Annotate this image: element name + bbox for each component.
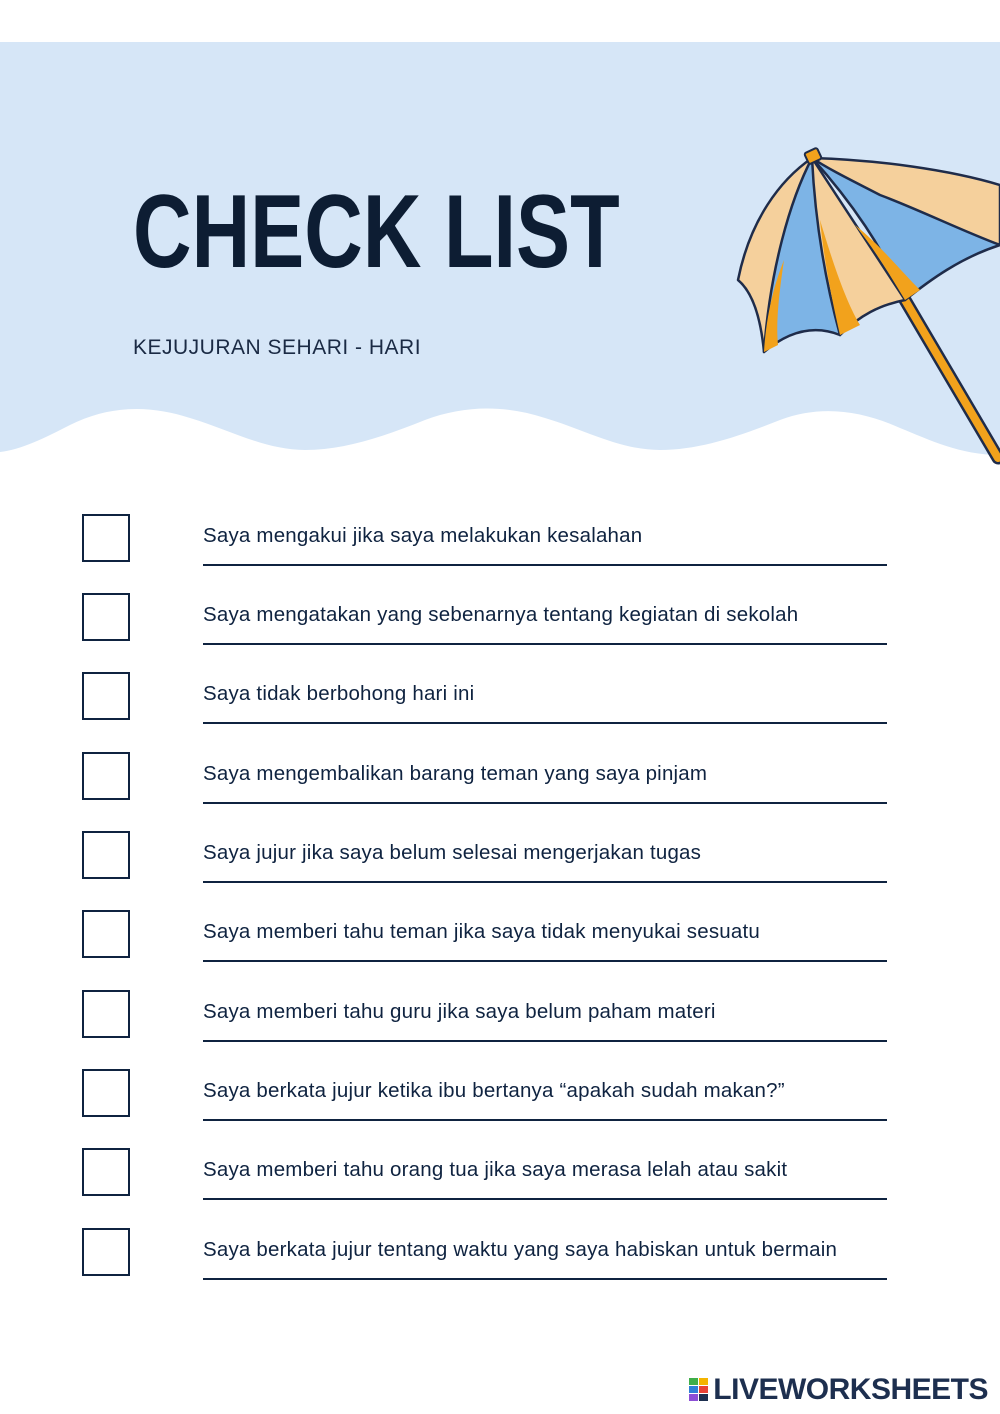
brand-name: LIVEWORKSHEETS bbox=[713, 1373, 988, 1406]
answer-line bbox=[203, 643, 887, 645]
checklist-item bbox=[0, 990, 1000, 1050]
checklist-item bbox=[0, 1228, 1000, 1288]
answer-line bbox=[203, 564, 887, 566]
checkbox[interactable] bbox=[82, 831, 130, 879]
checklist-item bbox=[0, 514, 1000, 574]
checklist-item bbox=[0, 1148, 1000, 1208]
checklist-item-label: Saya tidak berbohong hari ini bbox=[203, 682, 475, 705]
answer-line bbox=[203, 722, 887, 724]
page-title: CHECK LIST bbox=[133, 174, 620, 290]
checklist-item-label: Saya mengembalikan barang teman yang saya pinjam bbox=[203, 762, 708, 785]
answer-line bbox=[203, 802, 887, 804]
checkbox[interactable] bbox=[82, 1228, 130, 1276]
checklist-item bbox=[0, 910, 1000, 970]
answer-line bbox=[203, 881, 887, 883]
checklist-item-label: Saya mengakui jika saya melakukan kesalahan bbox=[203, 524, 643, 547]
checkbox[interactable] bbox=[82, 593, 130, 641]
checklist-item-label: Saya memberi tahu orang tua jika saya merasa lelah atau sakit bbox=[203, 1158, 788, 1181]
answer-line bbox=[203, 1040, 887, 1042]
checklist-item bbox=[0, 752, 1000, 812]
checkbox[interactable] bbox=[82, 672, 130, 720]
checklist-item bbox=[0, 1069, 1000, 1129]
checklist-item bbox=[0, 831, 1000, 891]
liveworksheets-logo-icon bbox=[689, 1378, 709, 1402]
liveworksheets-logo[interactable] bbox=[689, 1373, 988, 1407]
checklist-item-label: Saya berkata jujur ketika ibu bertanya “apakah sudah makan?” bbox=[203, 1079, 785, 1102]
checkbox[interactable] bbox=[82, 1148, 130, 1196]
page-subtitle: KEJUJURAN SEHARI - HARI bbox=[133, 336, 422, 359]
checkbox[interactable] bbox=[82, 752, 130, 800]
checklist-item-label: Saya mengatakan yang sebenarnya tentang kegiatan di sekolah bbox=[203, 603, 799, 626]
beach-umbrella-icon bbox=[720, 140, 1000, 470]
checklist-item-label: Saya memberi tahu teman jika saya tidak menyukai sesuatu bbox=[203, 920, 761, 943]
checkbox[interactable] bbox=[82, 1069, 130, 1117]
checklist-item bbox=[0, 593, 1000, 653]
checklist-item bbox=[0, 672, 1000, 732]
checklist-item-label: Saya jujur jika saya belum selesai mengerjakan tugas bbox=[203, 841, 702, 864]
checklist-item-label: Saya berkata jujur tentang waktu yang saya habiskan untuk bermain bbox=[203, 1238, 838, 1261]
answer-line bbox=[203, 960, 887, 962]
checkbox[interactable] bbox=[82, 910, 130, 958]
checklist-item-label: Saya memberi tahu guru jika saya belum paham materi bbox=[203, 1000, 716, 1023]
answer-line bbox=[203, 1278, 887, 1280]
checkbox[interactable] bbox=[82, 514, 130, 562]
answer-line bbox=[203, 1119, 887, 1121]
checkbox[interactable] bbox=[82, 990, 130, 1038]
answer-line bbox=[203, 1198, 887, 1200]
